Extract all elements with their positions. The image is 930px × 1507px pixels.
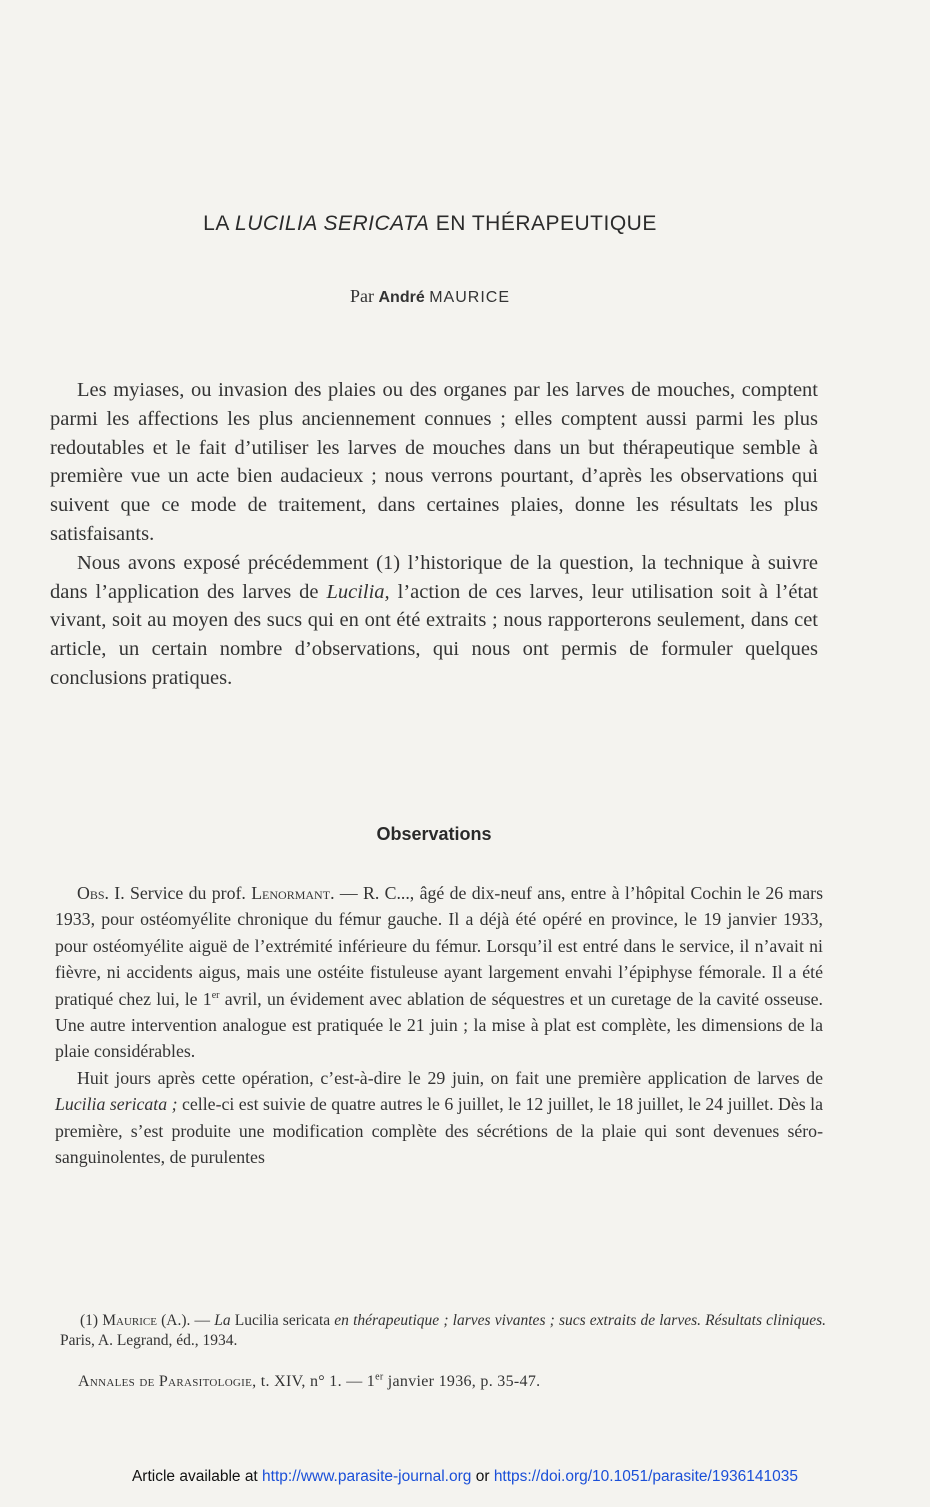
intro-paragraph-1: Les myiases, ou invasion des plaies ou des organes par les larves de mouches, comptent parmi les affections les plus anciennement connues ; elles comptent aussi parmi les plus redoutables et le fait d’utiliser les larves de mouches dans un but thérapeutique semble à première vue un acte bien audacieux ; nous verrons pourtant, d’après les observations qui suivent que ce mode de traitement, dans certaines plaies, donne les résultats les plus satisfaisants. [50,379,818,545]
obs1-p2-part-b: celle-ci est suivie de quatre autres le 6 juillet, le 12 juillet, le 18 juillet, le 24 juillet. Dès la première, s’est produite une modification complète des sécrétions de la plaie qui sont devenues séro-sanguinolentes, de purulentes [55,1094,824,1168]
obs1-superscript: er [211,989,220,1001]
obs1-text-c: avril, un évidement avec ablation de séquestres et un curetage de la cavité osseuse. Une autre intervention analogue est pratiquée le 21 juin ; la mise à plat est complète, les dimensions de la plaie considérables. [55,988,823,1062]
obs1-label: Obs. I. [77,883,125,903]
obs1-prof-name: Lenormant [251,883,331,903]
article-title [0,212,860,236]
section-heading: Observations [376,824,492,844]
footnote-text [60,1311,826,1351]
intro-paragraph-2 [50,549,818,693]
byline-par: Par [349,286,379,306]
title-species: LUCILIA SERICATA [235,212,430,235]
journal-link[interactable]: http://www.parasite-journal.org [262,1468,472,1485]
intro-text [50,376,818,693]
observation-1 [55,880,823,1170]
author-surname: MAURICE [429,289,510,306]
byline [0,286,860,307]
footnote-author-initial: (A.). — [156,1312,215,1329]
journal-ref-a: , t. XIV, n° 1. — 1 [252,1373,376,1390]
footnote-italic-a: La [214,1312,231,1329]
journal-ref-b: janvier 1936, p. 35-47. [383,1373,541,1390]
intro-p2-part-b: l’action de ces larves, leur utilisation soit à l’état vivant, soit au moyen des sucs qui en ont été extraits ; nous rapporterons seulement, dans cet article, un certain nombre d’observations, qui nous ont permis de formuler quelques conclusions pratiques. [50,580,818,689]
footnote-italic-b: en thérapeutique ; larves vivantes ; sucs extraits de larves. Résultats cliniques. [334,1312,826,1329]
intro-p2-part-a: Nous avons exposé précédemment (1) l’historique de la question, la technique à suivre dans l’application des larves de [50,551,818,603]
footnote-publisher: Paris, A. Legrand, éd., 1934. [60,1332,238,1349]
obs1-paragraph-1 [55,880,823,1065]
obs1-paragraph-2 [55,1065,823,1171]
author-firstname: André [378,289,425,306]
title-suffix: EN THÉRAPEUTIQUE [429,212,657,235]
footer-prefix: Article available at [131,1468,263,1485]
footnote-author: Maurice [102,1312,157,1329]
obs1-p2-italic: Lucilia sericata ; [55,1094,178,1115]
obs1-text-a: Service du prof. [124,883,252,903]
journal-reference [78,1373,838,1391]
availability-footer [0,1468,930,1486]
footer-or: or [471,1468,494,1485]
footnote-roman: Lucilia sericata [230,1312,335,1329]
obs1-text-b: . — R. C..., âgé de dix-neuf ans, entre à l’hôpital Cochin le 26 mars 1933, pour ostéomyélite chronique du fémur gauche. Il a déjà été opéré en province, le 19 janvier 1933, pour ostéomyélite aiguë de l’extrémité inférieure du fémur. Lorsqu’il est entré dans le service, il n’avait ni fièvre, ni accidents aigus, mais une ostéite fistuleuse ayant largement envahi l’épiphyse fémorale. Il a été pratiqué chez lui, le 1 [55,883,823,1009]
doi-link[interactable]: https://doi.org/10.1051/parasite/1936141035 [493,1468,799,1485]
journal-superscript: er [375,1371,384,1383]
obs1-p2-part-a: Huit jours après cette opération, c’est-à-dire le 29 juin, on fait une première application de larves de [77,1067,823,1088]
footnote [60,1311,826,1351]
journal-name: Annales de Parasitologie [78,1373,253,1390]
title-prefix: LA [203,212,236,235]
footnote-number: (1) [80,1312,103,1329]
intro-p2-italic: Lucilia, [326,580,390,603]
